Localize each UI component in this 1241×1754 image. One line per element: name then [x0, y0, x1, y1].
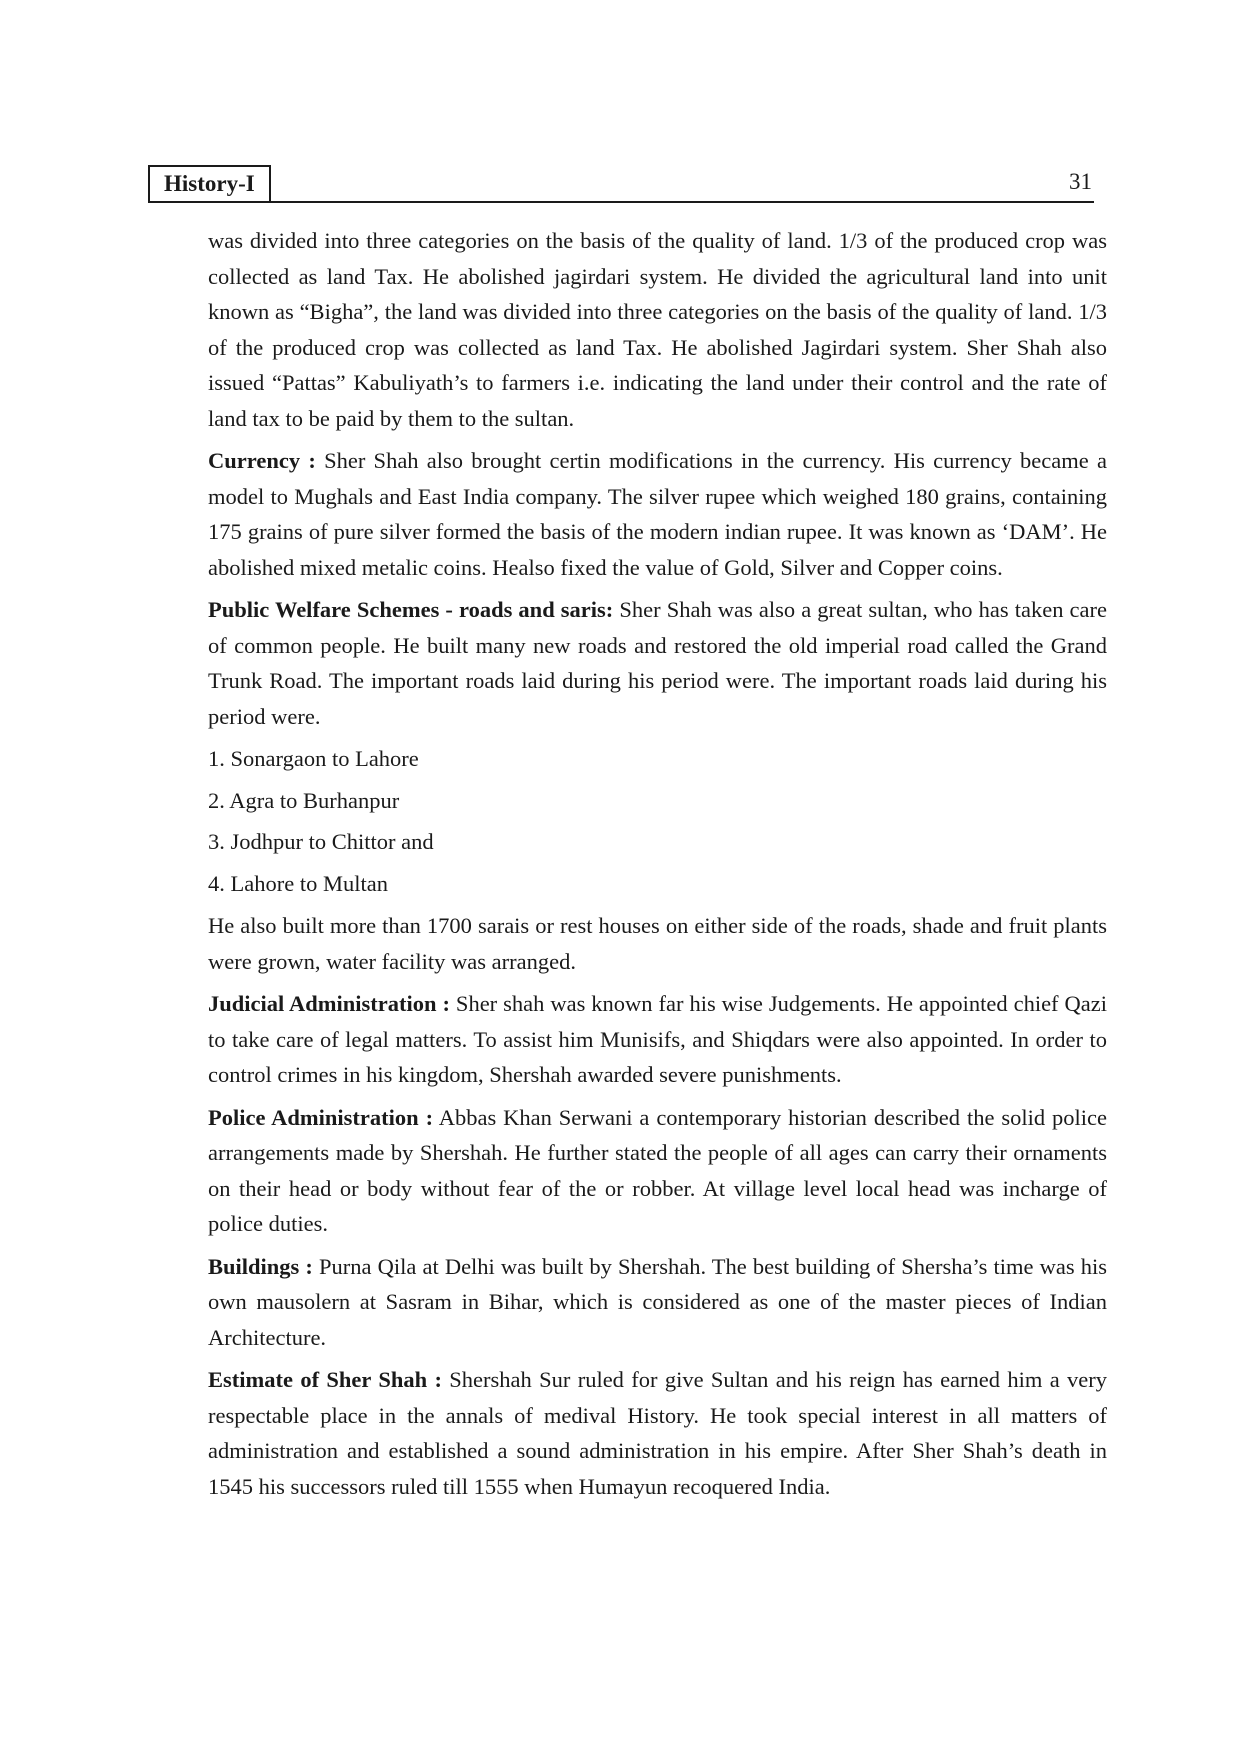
- judicial-text: Sher shah was known far his wise Judgements. He appointed chief Qazi to take care of legal matters. To assist him Munisifs, and Shiqdars were also appointed. In order to control crimes in his kingdom, Shershah awarded severe punishments.: [208, 991, 1107, 1087]
- estimate-heading: Estimate of Sher Shah :: [208, 1367, 442, 1392]
- police-paragraph: [208, 1100, 1107, 1242]
- intro-paragraph: was divided into three categories on the basis of the quality of land. 1/3 of the produced crop was collected as land Tax. He abolished jagirdari system. He divided the agricultural land into unit known as “Bigha”, the land was divided into three categories on the basis of the quality of land. 1/3 of the produced crop was collected as land Tax. He abolished Jagirdari system. Sher Shah also issued “Pattas” Kabuliyath’s to farmers i.e. indicating the land under their control and the rate of land tax to be paid by them to the sultan.: [208, 228, 1107, 431]
- buildings-heading: Buildings :: [208, 1253, 313, 1279]
- currency-heading: Currency :: [208, 448, 316, 473]
- currency-paragraph: [208, 443, 1107, 585]
- estimate-text: Shershah Sur ruled for give Sultan and his reign has earned him a very respectable place in the annals of medival History. He took special interest in all matters of administration and established a sound administration in his empire. After Sher Shah’s death in 1545 his successors ruled till 1555 when Humayun recoquered India.: [208, 1367, 1107, 1499]
- page-body: [208, 223, 1107, 1511]
- list-item: 3. Jodhpur to Chittor and: [208, 829, 434, 854]
- public-welfare-heading: Public Welfare Schemes - roads and saris:: [208, 597, 614, 622]
- list-item: 1. Sonargaon to Lahore: [208, 746, 419, 771]
- public-welfare-text: Sher Shah was also a great sultan, who has taken care of common people. He built many new roads and restored the old imperial road called the Grand Trunk Road. The important roads laid during his period were. The important roads laid during his period were.: [208, 597, 1107, 729]
- estimate-paragraph: [208, 1362, 1107, 1504]
- roads-list: [208, 741, 1107, 901]
- section-label: History-I: [148, 165, 271, 201]
- running-header: [148, 165, 1094, 203]
- police-heading: Police Administration :: [208, 1104, 434, 1130]
- police-text: Abbas Khan Serwani a contemporary historian described the solid police arrangements made by Shershah. He further stated the people of all ages can carry their ornaments on their head or body without fear of the or robber. At village level local head was incharge of police duties.: [208, 1104, 1107, 1236]
- judicial-heading: Judicial Administration :: [208, 991, 450, 1016]
- judicial-paragraph: [208, 986, 1107, 1093]
- list-item: 4. Lahore to Multan: [208, 870, 388, 896]
- sarais-paragraph: He also built more than 1700 sarais or rest houses on either side of the roads, shade and fruit plants were grown, water facility was arranged.: [208, 913, 1107, 974]
- header-rule: [148, 201, 1094, 203]
- list-item: 2. Agra to Burhanpur: [208, 787, 400, 813]
- currency-text: Sher Shah also brought certin modifications in the currency. His currency became a model to Mughals and East India company. The silver rupee which weighed 180 grains, containing 175 grains of pure silver formed the basis of the modern indian rupee. It was known as ‘DAM’. He abolished mixed metalic coins. Healso fixed the value of Gold, Silver and Copper coins.: [208, 448, 1107, 580]
- buildings-paragraph: [208, 1249, 1107, 1356]
- page-number: 31: [1069, 169, 1092, 194]
- buildings-text: Purna Qila at Delhi was built by Shershah. The best building of Shersha’s time was his own mausolern at Sasram in Bihar, which is considered as one of the master pieces of Indian Architecture.: [208, 1253, 1107, 1350]
- public-welfare-paragraph: [208, 592, 1107, 734]
